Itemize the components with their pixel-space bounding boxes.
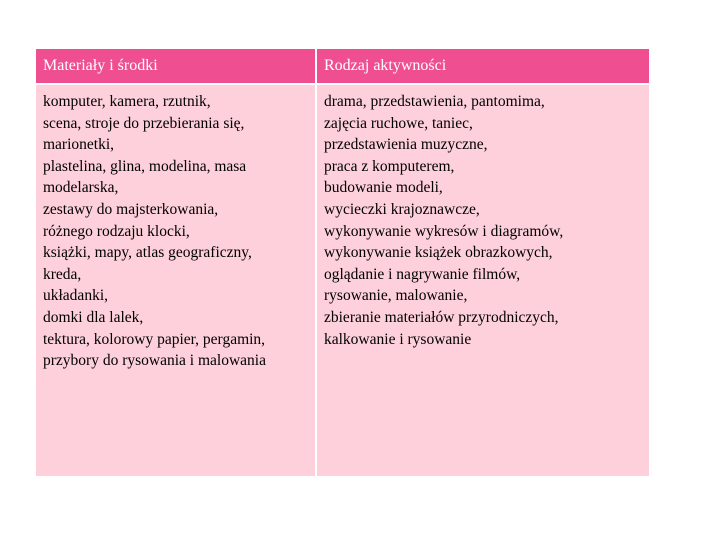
list-item: kalkowanie i rysowanie — [324, 330, 472, 348]
materials-activities-table — [36, 49, 649, 476]
list-item: układanki, — [43, 287, 108, 305]
table-header-row — [36, 49, 649, 83]
list-item: przybory do rysowania i malowania — [43, 352, 266, 370]
list-item: wykonywanie wykresów i diagramów, — [324, 222, 564, 240]
list-item: książki, mapy, atlas geograficzny, — [43, 244, 252, 262]
list-item: przedstawienia muzyczne, — [324, 136, 488, 154]
list-item: zestawy do majsterkowania, — [43, 200, 219, 218]
list-item: kreda, — [43, 265, 82, 283]
header-materials: Materiały i środki — [36, 49, 315, 83]
materials-cell — [36, 85, 315, 476]
list-item: budowanie modeli, — [324, 179, 443, 197]
list-item: zajęcia ruchowe, taniec, — [324, 114, 473, 132]
list-item: marionetki, — [43, 136, 115, 154]
list-item: drama, przedstawienia, pantomima, — [324, 93, 545, 110]
activities-cell — [317, 85, 649, 476]
list-item: plastelina, glina, modelina, masa — [43, 157, 247, 175]
list-item: domki dla lalek, — [43, 308, 144, 326]
list-item: zbieranie materiałów przyrodniczych, — [324, 308, 559, 326]
header-activities: Rodzaj aktywności — [317, 49, 649, 83]
list-item: różnego rodzaju klocki, — [43, 222, 190, 240]
list-item: wykonywanie książek obrazkowych, — [324, 244, 553, 262]
list-item: oglądanie i nagrywanie filmów, — [324, 265, 521, 283]
list-item: rysowanie, malowanie, — [324, 287, 468, 305]
list-item: tektura, kolorowy papier, pergamin, — [43, 330, 266, 348]
list-item: scena, stroje do przebierania się, — [43, 114, 245, 132]
list-item: praca z komputerem, — [324, 157, 455, 175]
list-item: wycieczki krajoznawcze, — [324, 200, 480, 218]
list-item: komputer, kamera, rzutnik, — [43, 93, 211, 110]
list-item: modelarska, — [43, 179, 119, 197]
